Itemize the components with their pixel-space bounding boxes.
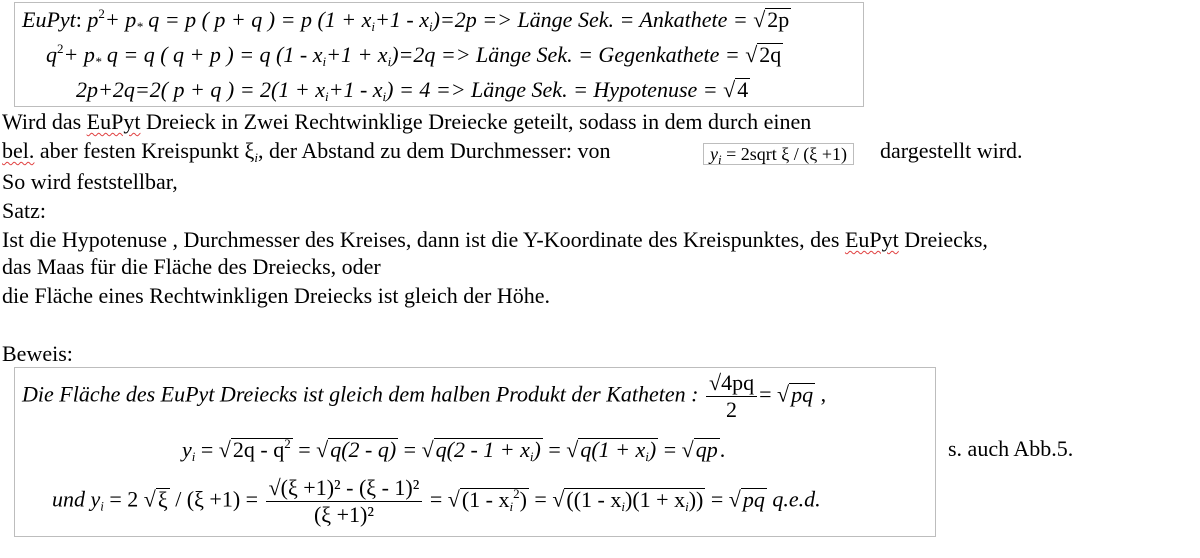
term: y bbox=[182, 437, 192, 462]
term: +1 - x bbox=[375, 7, 429, 32]
subscript: i bbox=[718, 151, 722, 167]
text: die Fläche eines Rechtwinkligen Dreiecks ist gleich der Höhe. bbox=[2, 283, 550, 308]
term: 2p+2q=2( p + q ) = 2(1 + x bbox=[76, 77, 325, 102]
paragraph-line-7 bbox=[2, 283, 550, 309]
term: = √ bbox=[658, 437, 694, 462]
radicand: pq bbox=[791, 381, 814, 407]
term: , bbox=[815, 381, 827, 407]
formula-line-hypotenuse bbox=[76, 77, 750, 103]
subscript: i bbox=[100, 498, 104, 514]
misspelled-word: EuPyt bbox=[86, 109, 141, 134]
term: + p bbox=[63, 42, 95, 67]
subscript: i bbox=[509, 498, 514, 514]
formula-line-ankathete bbox=[22, 7, 791, 33]
satz-heading bbox=[2, 198, 46, 224]
term: = 2sqrt ξ / (ξ +1) bbox=[721, 143, 847, 164]
text: So wird feststellbar, bbox=[2, 169, 178, 194]
subscript: * bbox=[136, 19, 143, 34]
exponent: 2 bbox=[284, 436, 291, 451]
radicand: ξ bbox=[157, 486, 168, 512]
radicand: ) bbox=[648, 437, 657, 462]
colon: : bbox=[75, 7, 82, 32]
radicand: ) bbox=[519, 486, 527, 512]
radicand: pq bbox=[742, 486, 765, 512]
exponent: 2 bbox=[98, 6, 105, 21]
term: )=2p => Länge Sek. = Ankathete = √ bbox=[432, 7, 766, 32]
numerator: √4pq bbox=[706, 370, 757, 397]
text: s. auch Abb.5. bbox=[948, 436, 1074, 461]
paragraph-line-6 bbox=[2, 254, 381, 280]
term: +1 - x bbox=[328, 77, 383, 102]
text: das Maas für die Fläche des Dreiecks, oder bbox=[2, 254, 381, 279]
subscript: i bbox=[324, 89, 329, 104]
paragraph-line-2 bbox=[2, 138, 611, 164]
radicand: ) bbox=[533, 437, 541, 462]
text: Satz: bbox=[2, 198, 46, 223]
term: Die Fläche des EuPyt Dreiecks ist gleich dem halben Produkt der Katheten : bbox=[22, 381, 699, 407]
subscript: i bbox=[254, 150, 258, 165]
term: = √ bbox=[424, 486, 460, 512]
subscript: i bbox=[428, 19, 433, 34]
proof-line-2 bbox=[182, 437, 725, 463]
term: = √ bbox=[705, 486, 741, 512]
misspelled-word: bel. bbox=[2, 138, 35, 163]
radicand: q(2 - q) bbox=[330, 437, 397, 462]
term: q bbox=[46, 42, 57, 67]
radicand: )) bbox=[688, 486, 704, 512]
term: + p bbox=[104, 7, 137, 32]
denominator: 2 bbox=[726, 397, 738, 422]
term: = √ bbox=[542, 437, 579, 462]
term: = √ bbox=[398, 437, 434, 462]
term: q = p ( p + q ) = p (1 + x bbox=[142, 7, 372, 32]
paragraph-line-5 bbox=[2, 227, 988, 253]
term: = √ bbox=[528, 486, 565, 512]
radicand: 2p bbox=[767, 7, 790, 32]
text: Dreieck in Zwei Rechtwinklige Dreiecke geteilt, sodass in dem durch einen bbox=[140, 109, 812, 134]
text: Ist die Hypotenuse , Durchmesser des Kreises, dann ist die Y-Koordinate des Kreispunktes, des bbox=[2, 227, 845, 252]
term: = √ bbox=[195, 437, 231, 462]
radicand: 4 bbox=[737, 77, 749, 102]
subscript: i bbox=[191, 449, 196, 464]
proof-line-3 bbox=[52, 475, 821, 528]
text: dargestellt wird. bbox=[880, 138, 1023, 163]
radical bbox=[578, 437, 658, 464]
misspelled-word: EuPyt bbox=[844, 227, 899, 252]
radical bbox=[564, 486, 705, 514]
subscript: i bbox=[382, 89, 387, 104]
inline-formula-box bbox=[703, 143, 854, 165]
subscript: i bbox=[371, 19, 376, 34]
paragraph-line-1 bbox=[2, 109, 811, 135]
paragraph-line-3 bbox=[2, 169, 178, 195]
exponent: 2 bbox=[57, 41, 64, 56]
proof-line-1 bbox=[22, 370, 826, 423]
inline-formula bbox=[703, 139, 854, 165]
subscript: i bbox=[387, 54, 392, 69]
radicand: q(2 - 1 + x bbox=[435, 437, 530, 462]
term: / (ξ +1) = bbox=[169, 486, 259, 512]
radicand: 2q bbox=[759, 42, 782, 67]
term: p bbox=[87, 7, 99, 32]
subscript: i bbox=[322, 54, 327, 69]
term: )=2q => Länge Sek. = Gegenkathete = √ bbox=[391, 42, 758, 67]
paragraph-line-2-end bbox=[880, 138, 1023, 164]
radicand: )(1 + x bbox=[625, 486, 686, 512]
formula-line-gegenkathete bbox=[46, 42, 783, 68]
figure-reference bbox=[948, 436, 1073, 462]
radicand: (1 - x bbox=[461, 486, 510, 512]
radicand: 2q - q bbox=[232, 437, 285, 462]
term: q = q ( q + p ) = q (1 - x bbox=[101, 42, 323, 67]
subscript: i bbox=[621, 498, 626, 514]
text: Beweis: bbox=[2, 341, 73, 366]
numerator: √(ξ +1)² - (ξ - 1)² bbox=[266, 475, 423, 502]
term: = √ bbox=[759, 381, 790, 407]
text: aber festen Kreispunkt ξ bbox=[34, 138, 255, 163]
exponent: 2 bbox=[513, 485, 520, 501]
qed-mark: q.e.d. bbox=[766, 486, 821, 512]
term: = 2 √ bbox=[103, 486, 156, 512]
subscript: i bbox=[685, 498, 689, 514]
beweis-heading bbox=[2, 341, 73, 367]
term: ) = 4 => Länge Sek. = Hypotenuse = √ bbox=[386, 77, 736, 102]
subscript: i bbox=[645, 449, 649, 464]
radical bbox=[460, 485, 529, 514]
formula-label: EuPyt bbox=[22, 7, 76, 32]
term: . bbox=[719, 437, 726, 462]
term: +1 + x bbox=[326, 42, 388, 67]
term: y bbox=[710, 143, 718, 164]
radicand: ((1 - x bbox=[566, 486, 622, 512]
radicand: qp bbox=[695, 437, 718, 462]
denominator: (ξ +1)² bbox=[313, 502, 374, 527]
text: Dreiecks, bbox=[898, 227, 988, 252]
subscript: i bbox=[529, 449, 534, 464]
fraction bbox=[706, 370, 757, 423]
radicand: q(1 + x bbox=[580, 437, 646, 462]
fraction bbox=[266, 475, 423, 528]
radical bbox=[231, 438, 293, 461]
radical bbox=[434, 437, 543, 464]
term: = √ bbox=[292, 437, 329, 462]
text: , der Abstand zu dem Durchmesser: von bbox=[257, 138, 611, 163]
text: Wird das bbox=[2, 109, 87, 134]
term: und y bbox=[52, 486, 101, 512]
subscript: * bbox=[94, 54, 102, 69]
